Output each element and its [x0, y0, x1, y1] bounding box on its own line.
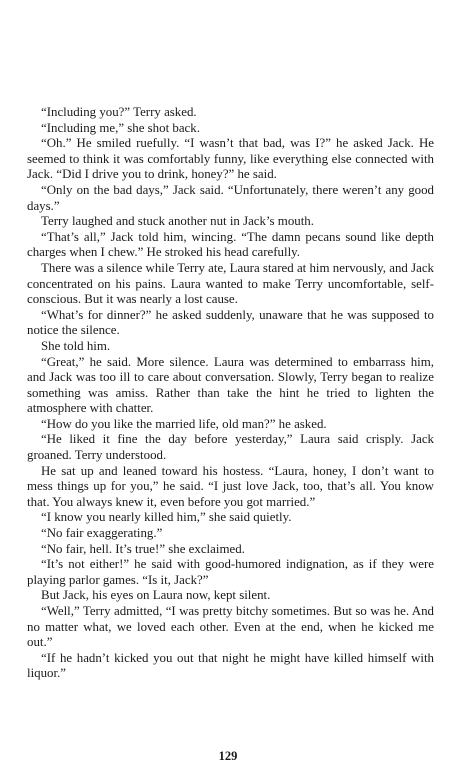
- paragraph: “It’s not either!” he said with good-humored indignation, as if they were playing parlor games. “Is it, Jack?”: [27, 557, 434, 587]
- paragraph: “No fair, hell. It’s true!” she exclaimed.: [41, 541, 245, 556]
- paragraph: “That’s all,” Jack told him, wincing. “The damn pecans sound like depth charges when I chew.” He stroked his head carefully.: [27, 229, 434, 260]
- page-number: 129: [218, 749, 238, 763]
- paragraph: “He liked it fine the day before yesterday,” Laura said crisply. Jack groaned. Terry understood.: [27, 432, 434, 463]
- paragraph: “Great,” he said. More silence. Laura was determined to embarrass him, and Jack was too ill to care about conversation. Slowly, Terry began to realize something was amiss. Rather than take the hint he tried to lighten the atmosphere with chatter.: [27, 354, 434, 416]
- paragraph: “Oh.” He smiled ruefully. “I wasn’t that bad, was I?” he asked Jack. He seemed to think it was comfortably funny, like everything else connected with Jack. “Did I drive you to drink, honey?” he said.: [27, 136, 434, 182]
- paragraph: She told him.: [41, 338, 111, 353]
- paragraph: “How do you like the married life, old man?” he asked.: [41, 416, 327, 431]
- paragraph: “Only on the bad days,” Jack said. “Unfortunately, there weren’t any good days.”: [27, 182, 434, 213]
- paragraph: Terry laughed and stuck another nut in Jack’s mouth.: [41, 214, 314, 229]
- paragraph: He sat up and leaned toward his hostess. “Laura, honey, I don’t want to mess things up for you,” he said. “I just love Jack, too, that’s all. You know that. You always knew it, even before you got married.”: [27, 463, 434, 509]
- page-text: [27, 105, 434, 682]
- paragraph: There was a silence while Terry ate, Laura stared at him nervously, and Jack concentrated on his pains. Laura wanted to make Terry uncomfortable, self-conscious. But it was nearly a lost cause.: [27, 260, 434, 307]
- paragraph: “What’s for dinner?” he asked suddenly, unaware that he was supposed to notice the silence.: [27, 307, 434, 338]
- paragraph: But Jack, his eyes on Laura now, kept silent.: [41, 588, 271, 603]
- paragraph: “No fair exaggerating.”: [41, 526, 163, 541]
- paragraph: “Including me,” she shot back.: [41, 120, 200, 135]
- paragraph: “Including you?” Terry asked.: [41, 105, 197, 119]
- paragraph: “If he hadn’t kicked you out that night he might have killed himself with liquor.”: [27, 650, 434, 681]
- paragraph: “Well,” Terry admitted, “I was pretty bitchy sometimes. But so was he. And no matter what, we loved each other. Even at the end, when he kicked me out.”: [27, 604, 434, 650]
- paragraph: “I know you nearly killed him,” she said quietly.: [41, 510, 292, 525]
